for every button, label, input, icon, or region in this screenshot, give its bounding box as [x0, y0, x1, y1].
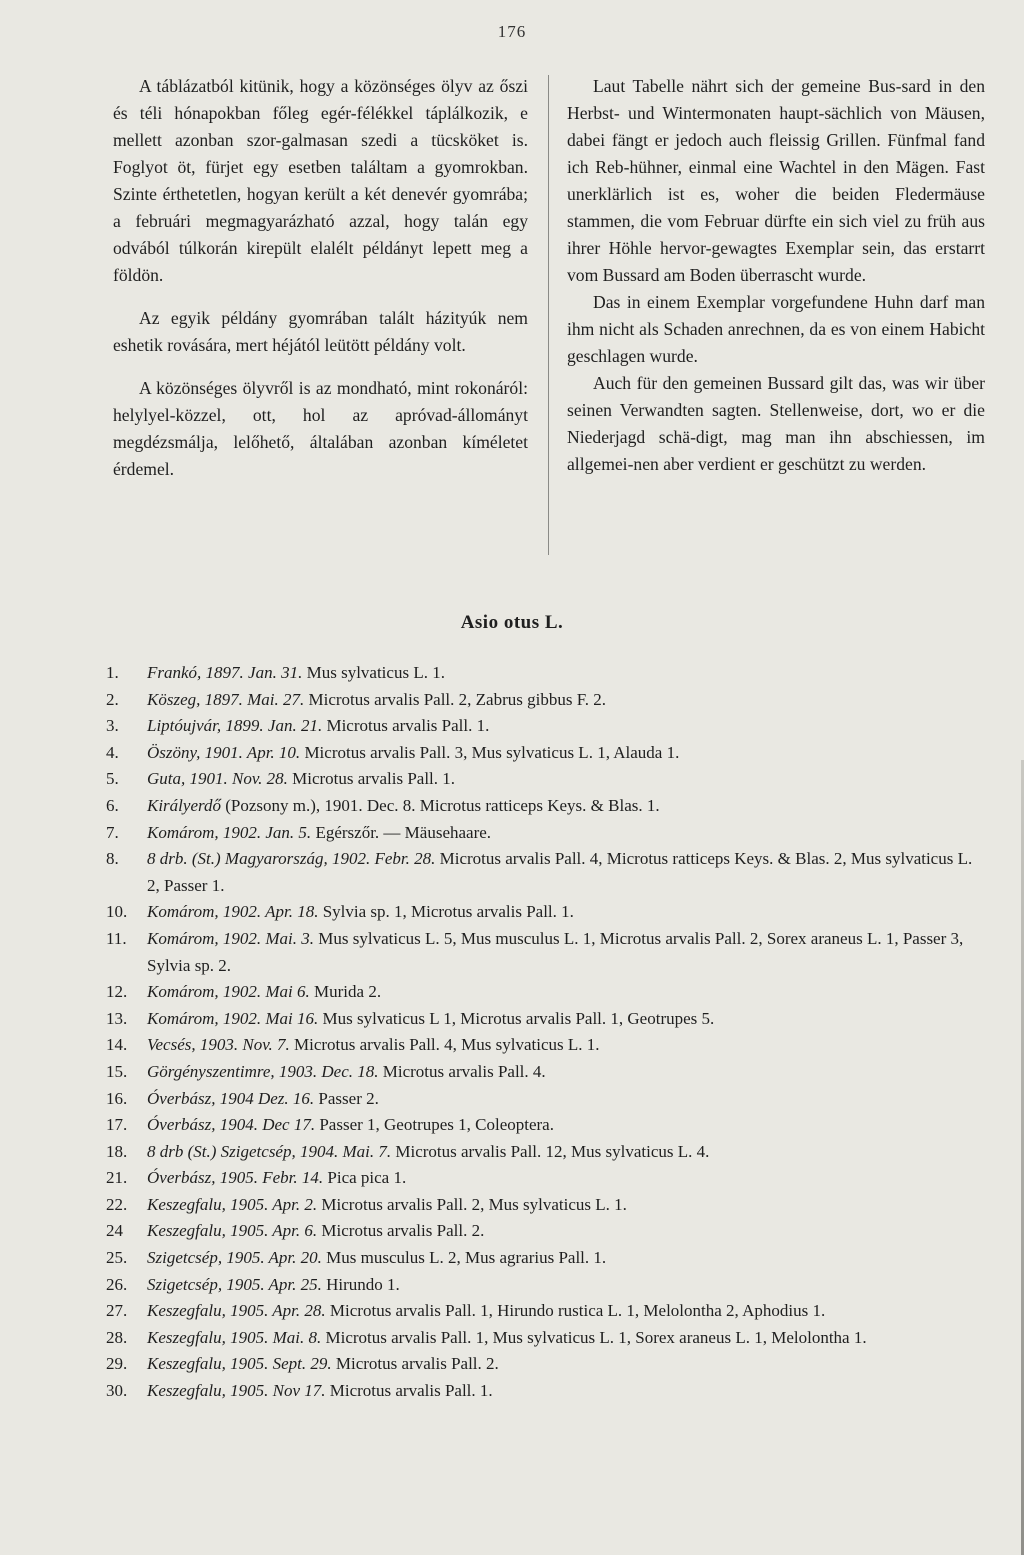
paragraph: A közönséges ölyvről is az mondható, mint rokonáról: helylyel-közzel, ott, hol az apróvad-állományt megdézsmálja, lelőhető, általában azonban kíméletet érdemel. — [113, 378, 528, 479]
entry-content — [147, 1272, 986, 1299]
entry-content — [147, 1218, 986, 1245]
entry-place: Görgényszentimre, — [147, 1061, 275, 1081]
entry-date: 1901. Apr. 10. — [204, 742, 301, 762]
entry-date: 1905. Apr. 28. — [230, 1301, 326, 1321]
entry-content — [147, 1006, 986, 1033]
entry-number: 8. — [106, 849, 119, 869]
list-item — [106, 687, 986, 714]
list-item — [106, 1059, 986, 1086]
entry-date: 1902. Apr. 18. — [222, 902, 319, 922]
entry-number: 1. — [106, 663, 119, 682]
entry-date: 1903. Dec. 18. — [278, 1061, 379, 1081]
entry-number: 24 — [106, 1221, 123, 1241]
entry-text: Mus musculus L. 2, Mus agrarius Pall. 1. — [326, 1248, 607, 1268]
entry-number: 11. — [106, 928, 127, 948]
list-item — [106, 740, 986, 767]
entry-date: 1904 Dez. 16. — [219, 1088, 315, 1108]
entry-place: Keszegfalu, — [147, 1327, 226, 1347]
entry-date: 1905. Sept. 29. — [230, 1354, 332, 1374]
entry-content — [147, 766, 986, 793]
entry-place: Komárom, — [147, 982, 219, 1002]
entry-text: Microtus arvalis Pall. 3, Mus sylvaticus L. 1, Alauda 1. — [304, 742, 680, 762]
entry-content — [147, 713, 986, 740]
paragraph: A táblázatból kitünik, hogy a közönséges ölyv az őszi és téli hónapokban főleg egér-félékkel táplálkozik, e mellett azonban szor-galmasan szedi a tücsköket is. Foglyot öt, fürjet egy esetben találtam a gyomrokban. Szinte érthetetlen, hogyan került a két denevér gyomrába; a februári megmagyarázható azzal, hogy talán egy odvából túlkorán kirepült elalélt példányt lepett meg a földön. — [113, 76, 528, 285]
entry-place: Királyerdő — [147, 795, 221, 815]
entry-date: 1905. Nov 17. — [230, 1381, 326, 1401]
list-item — [106, 660, 986, 687]
list-item — [106, 979, 986, 1006]
list-item — [106, 1192, 986, 1219]
entry-text: Microtus arvalis Pall. 1. — [326, 716, 490, 736]
entry-text: Microtus arvalis Pall. 4, Microtus ratticeps Keys. & Blas. 2, Mus sylvaticus L. 2, Passer 1. — [147, 849, 973, 895]
entry-number: 12. — [106, 982, 128, 1002]
entry-place: Öszöny, — [147, 742, 201, 762]
entry-number: 7. — [106, 822, 119, 842]
entry-number: 18. — [106, 1141, 128, 1161]
list-item — [106, 820, 986, 847]
list-item — [106, 1351, 986, 1378]
entry-content — [147, 1059, 986, 1086]
entry-date: 1897. Mai. 27. — [204, 689, 305, 709]
entry-text: Microtus arvalis Pall. 4. — [382, 1061, 546, 1081]
entry-place: Vecsés, — [147, 1035, 196, 1055]
entry-text: Microtus arvalis Pall. 1, Mus sylvaticus L. 1, Sorex araneus L. 1, Melolontha 1. — [325, 1327, 867, 1347]
entry-number: 10. — [106, 902, 128, 922]
entry-date: 1905. Febr. 14. — [219, 1168, 324, 1188]
entry-place: Komárom, — [147, 822, 219, 842]
entry-number: 5. — [106, 769, 119, 789]
entry-date: 1902. Mai. 3. — [222, 928, 315, 948]
entry-date: 1905. Apr. 6. — [230, 1221, 318, 1241]
list-item — [106, 1325, 986, 1352]
entry-text: Mus sylvaticus L. 1. — [306, 663, 445, 682]
entry-text: Mus sylvaticus L. 5, Mus musculus L. 1, Microtus arvalis Pall. 2, Sorex araneus L. 1, Passer 3, Sylvia sp. 2. — [147, 928, 964, 975]
entry-content — [147, 687, 986, 714]
list-item — [106, 793, 986, 820]
entry-date: 1897. Jan. 31. — [205, 663, 303, 682]
entry-text: Passer 1, Geotrupes 1, Coleoptera. — [319, 1115, 554, 1135]
entry-number: 16. — [106, 1088, 128, 1108]
list-item — [106, 1086, 986, 1113]
entry-place: Keszegfalu, — [147, 1194, 226, 1214]
entry-text: Sylvia sp. 1, Microtus arvalis Pall. 1. — [322, 902, 574, 922]
list-item — [106, 1139, 986, 1166]
entry-text: Microtus arvalis Pall. 4, Mus sylvaticus L. 1. — [294, 1035, 600, 1055]
entry-text: Passer 2. — [318, 1088, 379, 1108]
entry-text: Microtus arvalis Pall. 2, Mus sylvaticus L. 1. — [321, 1194, 627, 1214]
paragraph: Auch für den gemeinen Bussard gilt das, was wir über seinen Verwandten sagten. Stellenweise, dort, wo er die Niederjagd schä-digt, mag man ihn abschiessen, im allgemei-nen aber verdient er geschützt zu werden. — [567, 373, 985, 474]
entry-date: 1905. Apr. 20. — [226, 1248, 322, 1268]
entry-content — [147, 1192, 986, 1219]
entry-content — [147, 899, 986, 926]
entry-date: 1901. Nov. 28. — [189, 769, 288, 789]
entry-content — [147, 1086, 986, 1113]
entry-date: 1905. Apr. 25. — [226, 1274, 322, 1294]
section-title: Asio otus L. — [460, 612, 564, 633]
entry-content — [147, 740, 986, 767]
entry-text: Microtus arvalis Pall. 2. — [321, 1221, 485, 1241]
entry-number: 14. — [106, 1035, 128, 1055]
entry-text: Microtus arvalis Pall. 12, Mus sylvaticus L. 4. — [395, 1141, 710, 1161]
entry-place: 8 drb. (St.) Magyarország, — [147, 849, 328, 869]
entry-place: Keszegfalu, — [147, 1301, 226, 1321]
entry-content — [147, 1165, 986, 1192]
entry-place: Óverbász, — [147, 1115, 216, 1135]
entry-number: 27. — [106, 1301, 128, 1321]
list-item — [106, 1218, 986, 1245]
entry-content — [147, 846, 986, 899]
entry-place: Keszegfalu, — [147, 1354, 226, 1374]
list-item — [106, 1165, 986, 1192]
list-item — [106, 1245, 986, 1272]
entry-place: Óverbász, — [147, 1088, 216, 1108]
entry-place: Komárom, — [147, 928, 219, 948]
entry-text: Murida 2. — [314, 982, 382, 1002]
paragraph: Laut Tabelle nährt sich der gemeine Bus-sard in den Herbst- und Wintermonaten haupt-sächlich von Mäusen, dabei fängt er jedoch auch fleissig Grillen. Fünfmal fand ich Reb-hühner, einmal eine Wachtel in den Mägen. Fast unerklärlich ist es, woher die beiden Fledermäuse stammen, die vom Februar dürfte ein sich viel zu früh aus ihrer Höhle hervor-gewagtes Exemplar sein, das erstarrt vom Bussard am Boden überrascht wurde. — [567, 76, 985, 285]
entry-text: Egérszőr. — Mäusehaare. — [315, 822, 492, 842]
entry-place: Komárom, — [147, 902, 219, 922]
list-item — [106, 846, 986, 899]
hungarian-text-column — [113, 73, 528, 499]
entry-number: 22. — [106, 1194, 128, 1214]
entry-date: 1902. Febr. 28. — [331, 849, 436, 869]
entry-content — [147, 1298, 986, 1325]
paragraph: Das in einem Exemplar vorgefundene Huhn darf man ihm nicht als Schaden anrechnen, da es von einem Habicht geschlagen wurde. — [567, 292, 985, 366]
list-item — [106, 1298, 986, 1325]
entry-content — [147, 1351, 986, 1378]
entry-place: Óverbász, — [147, 1168, 216, 1188]
entry-number: 17. — [106, 1115, 128, 1135]
entry-number: 13. — [106, 1008, 128, 1028]
entry-number: 6. — [106, 795, 119, 815]
entry-place: Liptóujvár, — [147, 716, 222, 736]
entry-date: 1904. Dec 17. — [219, 1115, 316, 1135]
entry-number: 2. — [106, 689, 119, 709]
entry-date: 1904. Mai. 7. — [299, 1141, 392, 1161]
entry-number: 15. — [106, 1061, 128, 1081]
list-item — [106, 713, 986, 740]
entry-place: Köszeg, — [147, 689, 201, 709]
column-divider — [548, 75, 549, 555]
entry-date: 1905. Mai. 8. — [230, 1327, 322, 1347]
list-item — [106, 1272, 986, 1299]
entry-content — [147, 979, 986, 1006]
entry-place: Keszegfalu, — [147, 1221, 226, 1241]
entry-text: Pica pica 1. — [327, 1168, 407, 1188]
list-item — [106, 926, 986, 979]
german-text-column — [567, 73, 985, 478]
entry-content — [147, 660, 986, 687]
entry-place: Guta, — [147, 769, 186, 789]
entry-text: (Pozsony m.), 1901. Dec. 8. Microtus ratticeps Keys. & Blas. 1. — [225, 795, 660, 815]
list-item — [106, 1112, 986, 1139]
entry-content — [147, 1139, 986, 1166]
entry-number: 4. — [106, 742, 119, 762]
entry-text: Hirundo 1. — [326, 1274, 400, 1294]
list-item — [106, 1006, 986, 1033]
entry-text: Microtus arvalis Pall. 1. — [292, 769, 456, 789]
entry-text: Mus sylvaticus L 1, Microtus arvalis Pall. 1, Geotrupes 5. — [322, 1008, 715, 1028]
entry-date: 1905. Apr. 2. — [230, 1194, 318, 1214]
entry-text: Microtus arvalis Pall. 1, Hirundo rustica L. 1, Melolontha 2, Aphodius 1. — [329, 1301, 826, 1321]
entry-place: Szigetcsép, — [147, 1248, 223, 1268]
entry-number: 21. — [106, 1168, 128, 1188]
list-item — [106, 1032, 986, 1059]
entry-number: 29. — [106, 1354, 128, 1374]
entry-place: Komárom, — [147, 1008, 219, 1028]
entry-place: 8 drb (St.) Szigetcsép, — [147, 1141, 296, 1161]
list-item — [106, 1378, 986, 1405]
entry-content — [147, 1112, 986, 1139]
stomach-content-list — [106, 660, 986, 1405]
list-item — [106, 766, 986, 793]
entry-number: 30. — [106, 1381, 128, 1401]
entry-content — [147, 793, 986, 820]
entry-text: Microtus arvalis Pall. 1. — [329, 1381, 493, 1401]
entry-date: 1903. Nov. 7. — [199, 1035, 290, 1055]
entry-number: 25. — [106, 1248, 128, 1268]
entry-number: 28. — [106, 1327, 128, 1347]
entry-content — [147, 1245, 986, 1272]
entry-content — [147, 1032, 986, 1059]
page-number: 176 — [497, 22, 527, 41]
paragraph: Az egyik példány gyomrában talált házityúk nem eshetik rovására, mert héjától leütött példány volt. — [113, 308, 528, 355]
entry-text: Microtus arvalis Pall. 2. — [335, 1354, 499, 1374]
entry-date: 1902. Mai 6. — [222, 982, 310, 1002]
entry-place: Keszegfalu, — [147, 1381, 226, 1401]
entry-place: Szigetcsép, — [147, 1274, 223, 1294]
entry-content — [147, 926, 986, 979]
entry-place: Frankó, — [147, 663, 202, 682]
entry-content — [147, 820, 986, 847]
entry-content — [147, 1325, 986, 1352]
entry-date: 1899. Jan. 21. — [225, 716, 323, 736]
entry-content — [147, 1378, 986, 1405]
entry-date: 1902. Mai 16. — [222, 1008, 319, 1028]
entry-number: 26. — [106, 1274, 128, 1294]
entry-text: Microtus arvalis Pall. 2, Zabrus gibbus F. 2. — [308, 689, 607, 709]
entry-date: 1902. Jan. 5. — [222, 822, 312, 842]
entry-number: 3. — [106, 716, 119, 736]
list-item — [106, 899, 986, 926]
